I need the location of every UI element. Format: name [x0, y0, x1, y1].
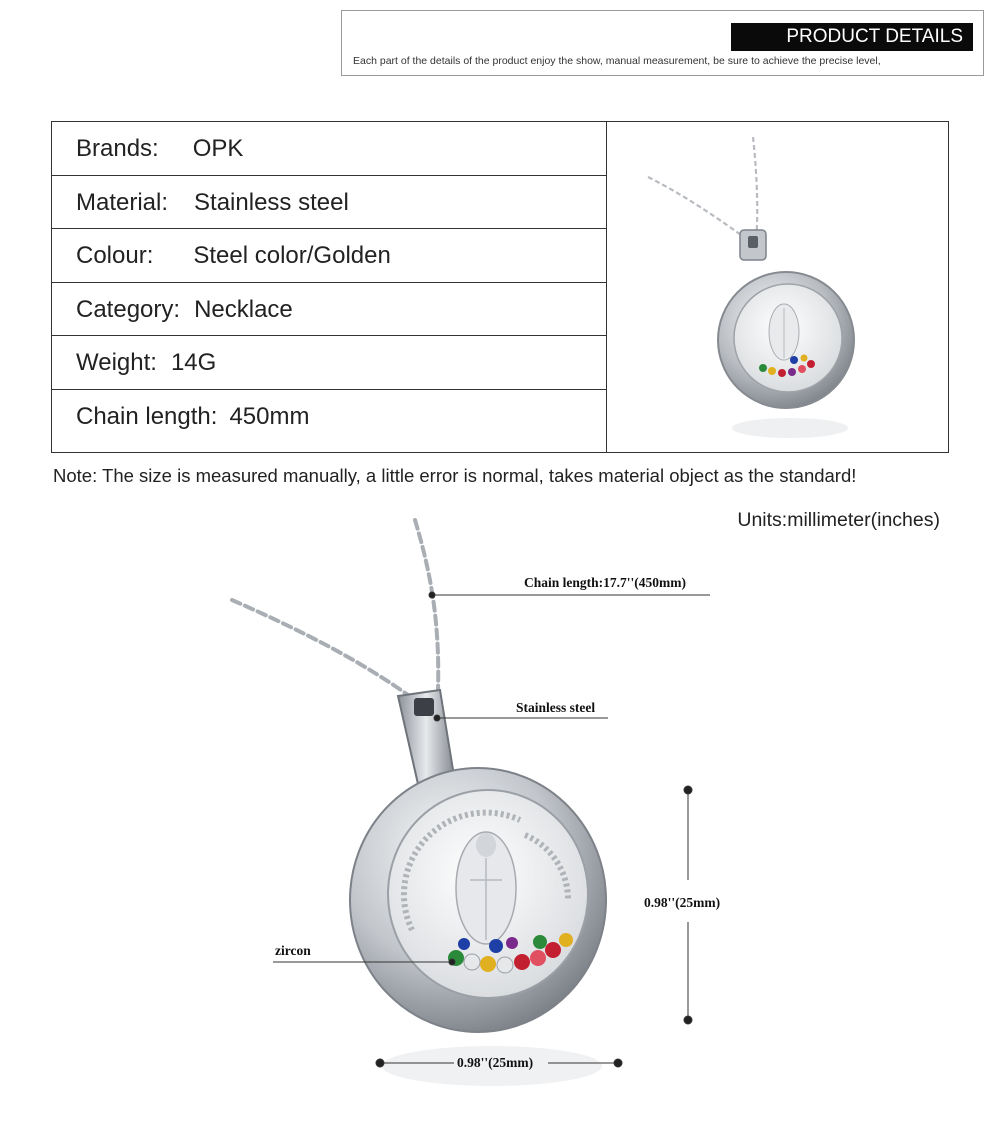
header-subtitle: Each part of the details of the product enjoy the show, manual measurement, be sure to achieve the precise level,	[353, 55, 881, 67]
spec-label: Category:	[76, 295, 181, 323]
product-details-header	[341, 10, 984, 76]
material-annotation: Stainless steel	[516, 700, 596, 715]
measurement-note: Note: The size is measured manually, a little error is normal, takes material object as the standard!	[53, 465, 857, 486]
spec-row-colour	[52, 229, 606, 283]
spec-row-brand	[52, 122, 606, 176]
bail	[398, 690, 454, 784]
spec-row-material	[52, 176, 606, 230]
table-divider	[606, 122, 607, 452]
spec-value: Steel color/Golden	[193, 242, 391, 270]
spec-label: Brands:	[76, 135, 159, 162]
width-annotation: 0.98''(25mm)	[457, 1055, 534, 1070]
zircon-annotation: zircon	[275, 943, 311, 958]
spec-row-chain-length	[52, 390, 606, 444]
spec-row-category	[52, 283, 606, 337]
spec-label: Material:	[76, 188, 169, 216]
header-title: PRODUCT DETAILS	[731, 23, 973, 51]
spec-value: 14G	[170, 349, 217, 377]
chain-length-annotation: Chain length:17.7''(450mm)	[524, 575, 686, 590]
pendant-thumbnail	[608, 122, 948, 452]
pendant	[350, 768, 606, 1032]
spec-value: OPK	[192, 135, 244, 162]
pendant-diagram	[0, 500, 1000, 1137]
height-annotation: 0.98''(25mm)	[644, 895, 721, 910]
spec-value: Stainless steel	[194, 188, 349, 216]
spec-value: 450mm	[229, 402, 310, 430]
spec-value: Necklace	[194, 295, 293, 323]
chain	[232, 520, 438, 700]
units-label: Units:millimeter(inches)	[737, 509, 940, 531]
spec-table	[51, 121, 949, 453]
spec-label: Weight:	[76, 349, 157, 377]
spec-label: Colour:	[76, 242, 154, 270]
spec-rows	[52, 122, 606, 452]
spec-label: Chain length:	[76, 402, 218, 430]
spec-row-weight	[52, 336, 606, 390]
